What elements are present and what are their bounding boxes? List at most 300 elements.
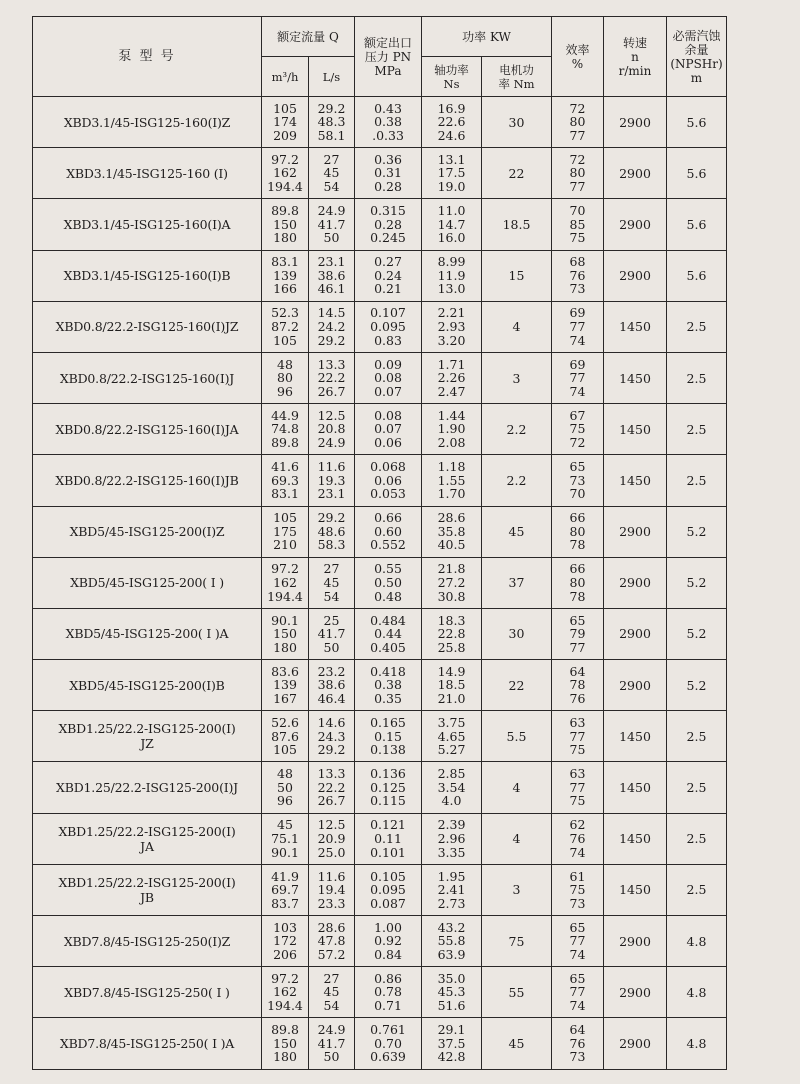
flow-m3h-value: 41.9 (271, 868, 299, 884)
pump-model (33, 711, 262, 762)
efficiency-value: 77 (569, 728, 586, 744)
flow-m3h (262, 660, 309, 711)
flow-ls-value: 23.1 (317, 254, 346, 270)
outlet-pressure-value: 0.121 (370, 817, 406, 833)
table-body (33, 97, 787, 1070)
pump-model-line: XBD3.1/45-ISG125-160(I)B (63, 268, 231, 284)
shaft-power-value: 28.6 (437, 510, 466, 526)
efficiency-value: 75 (569, 793, 586, 809)
efficiency-value: 75 (569, 882, 586, 898)
flow-m3h (262, 916, 309, 967)
speed: 2900 (604, 967, 667, 1018)
efficiency-value: 85 (569, 216, 586, 232)
outlet-pressure-value: 0.71 (374, 998, 402, 1014)
pump-model (33, 813, 262, 864)
outlet-pressure-value: 0.21 (374, 281, 402, 297)
flow-ls-value: 23.3 (317, 895, 346, 911)
flow-ls-value: 20.9 (317, 830, 346, 846)
efficiency-value: 73 (569, 472, 586, 488)
flow-m3h (262, 813, 309, 864)
outlet-pressure-value: 0.101 (370, 844, 406, 860)
shaft-power-value: 17.5 (437, 165, 466, 181)
motor-power: 5.5 (482, 711, 552, 762)
efficiency-value: 69 (569, 356, 586, 372)
flow-m3h-value: 83.1 (271, 254, 299, 270)
outlet-pressure-value: 0.06 (374, 435, 402, 451)
npshr: 4.8 (667, 1018, 727, 1069)
efficiency (552, 1018, 604, 1069)
shaft-power-value: 2.85 (437, 766, 466, 782)
flow-m3h (262, 967, 309, 1018)
flow-ls-value: 48.3 (317, 114, 346, 130)
shaft-power-value: 35.8 (437, 523, 466, 539)
efficiency-value: 76 (569, 1035, 586, 1051)
shaft-power-value: 3.35 (437, 844, 466, 860)
outlet-pressure (355, 455, 422, 506)
shaft-power (422, 199, 482, 250)
outlet-pressure-value: 0.83 (374, 332, 402, 348)
outlet-pressure-value: 0.44 (374, 626, 402, 642)
outlet-pressure (355, 1018, 422, 1069)
pump-model-line: XBD5/45-ISG125-200(I)B (69, 677, 225, 693)
efficiency-value: 74 (569, 383, 586, 399)
shaft-power-value: 3.54 (437, 779, 466, 795)
outlet-pressure-value: .0.33 (372, 127, 404, 143)
shaft-power-value: 11.0 (437, 203, 466, 219)
shaft-power-value: 8.99 (437, 254, 466, 270)
outlet-pressure-value: 1.00 (374, 919, 402, 935)
flow-ls-value: 57.2 (317, 946, 346, 962)
outlet-pressure-value: 0.84 (374, 946, 402, 962)
flow-ls-value: 19.4 (317, 882, 346, 898)
flow-m3h-value: 139 (273, 267, 297, 283)
header-row-top (33, 17, 787, 57)
efficiency-value: 70 (569, 203, 586, 219)
efficiency-value: 77 (569, 179, 586, 195)
efficiency-value: 78 (569, 588, 586, 604)
npshr: 2.5 (667, 404, 727, 455)
efficiency (552, 404, 604, 455)
efficiency (552, 250, 604, 301)
flow-m3h-value: 89.8 (271, 203, 299, 219)
pump-model-line: JZ (140, 736, 154, 752)
flow-ls-value: 50 (323, 1049, 340, 1065)
table-row (33, 660, 787, 711)
flow-ls (309, 404, 355, 455)
flow-ls-value: 12.5 (317, 407, 346, 423)
efficiency-value: 73 (569, 1049, 586, 1065)
shaft-power-value: 3.75 (437, 714, 466, 730)
flow-m3h-value: 150 (273, 1035, 297, 1051)
shaft-power-value: 4.65 (437, 728, 466, 744)
outlet-pressure-value: 0.50 (374, 574, 402, 590)
efficiency-value: 65 (569, 459, 586, 475)
motor-power: 4 (482, 301, 552, 352)
npshr: 5.6 (667, 97, 727, 148)
efficiency (552, 148, 604, 199)
shaft-power (422, 301, 482, 352)
shaft-power-value: 5.27 (437, 742, 466, 758)
efficiency-value: 64 (569, 663, 586, 679)
shaft-power-value: 21.8 (437, 561, 466, 577)
flow-ls-value: 38.6 (317, 267, 346, 283)
flow-m3h-value: 162 (273, 574, 297, 590)
outlet-pressure-value: 0.66 (374, 510, 402, 526)
flow-m3h-value: 150 (273, 626, 297, 642)
flow-m3h-value: 105 (273, 100, 297, 116)
flow-ls-value: 41.7 (317, 216, 346, 232)
shaft-power-value: 27.2 (437, 574, 466, 590)
outlet-pressure-value: 0.24 (374, 267, 402, 283)
outlet-pressure-value: 0.07 (374, 421, 402, 437)
pump-model (33, 762, 262, 813)
flow-m3h-value: 69.7 (271, 882, 299, 898)
outlet-pressure (355, 608, 422, 659)
efficiency (552, 660, 604, 711)
flow-m3h-value: 89.8 (271, 435, 299, 451)
efficiency-value: 75 (569, 421, 586, 437)
npshr: 5.6 (667, 250, 727, 301)
header-efficiency: 效率 % (552, 17, 604, 97)
flow-m3h-value: 180 (273, 639, 297, 655)
flow-ls (309, 301, 355, 352)
npshr: 5.2 (667, 506, 727, 557)
outlet-pressure-value: 0.11 (374, 830, 402, 846)
outlet-pressure-value: 0.105 (370, 868, 406, 884)
shaft-power (422, 506, 482, 557)
flow-ls-value: 19.3 (317, 472, 346, 488)
efficiency-value: 73 (569, 895, 586, 911)
flow-ls-value: 23.2 (317, 663, 346, 679)
efficiency-value: 72 (569, 100, 586, 116)
outlet-pressure-value: 0.107 (370, 305, 406, 321)
flow-ls (309, 608, 355, 659)
flow-ls (309, 762, 355, 813)
shaft-power-value: 40.5 (437, 537, 466, 553)
efficiency-value: 76 (569, 830, 586, 846)
outlet-pressure-value: 0.15 (374, 728, 402, 744)
outlet-pressure (355, 199, 422, 250)
shaft-power-value: 42.8 (437, 1049, 466, 1065)
flow-m3h-value: 97.2 (271, 151, 299, 167)
outlet-pressure-value: 0.38 (374, 114, 402, 130)
header-flow-m3h: m³/h (262, 57, 309, 97)
outlet-pressure-value: 0.43 (374, 100, 402, 116)
flow-ls-value: 27 (323, 151, 340, 167)
speed: 2900 (604, 506, 667, 557)
motor-power: 3 (482, 352, 552, 403)
speed: 2900 (604, 557, 667, 608)
outlet-pressure (355, 916, 422, 967)
header-motor-power: 电机功 率 Nm (482, 57, 552, 97)
outlet-pressure (355, 762, 422, 813)
flow-m3h-value: 41.6 (271, 459, 299, 475)
shaft-power-value: 55.8 (437, 933, 466, 949)
flow-m3h-value: 75.1 (271, 830, 299, 846)
outlet-pressure (355, 506, 422, 557)
npshr: 5.2 (667, 660, 727, 711)
efficiency-value: 80 (569, 523, 586, 539)
efficiency-value: 63 (569, 714, 586, 730)
pump-model (33, 608, 262, 659)
pump-model-line: XBD3.1/45-ISG125-160(I)A (63, 216, 231, 232)
outlet-pressure-value: 0.86 (374, 970, 402, 986)
efficiency-value: 78 (569, 677, 586, 693)
shaft-power-value: 1.55 (437, 472, 466, 488)
speed: 2900 (604, 97, 667, 148)
flow-ls-value: 29.2 (317, 332, 346, 348)
efficiency (552, 813, 604, 864)
efficiency-value: 77 (569, 127, 586, 143)
flow-ls (309, 660, 355, 711)
shaft-power-value: 37.5 (437, 1035, 466, 1051)
pump-model (33, 660, 262, 711)
flow-m3h-value: 87.6 (271, 728, 299, 744)
npshr: 2.5 (667, 711, 727, 762)
efficiency (552, 301, 604, 352)
efficiency-value: 76 (569, 267, 586, 283)
outlet-pressure-value: 0.068 (370, 459, 406, 475)
outlet-pressure-value: 0.087 (370, 895, 406, 911)
table-row (33, 711, 787, 762)
efficiency-value: 73 (569, 281, 586, 297)
outlet-pressure-value: 0.08 (374, 407, 402, 423)
shaft-power-value: 25.8 (437, 639, 466, 655)
flow-ls-value: 58.1 (317, 127, 346, 143)
efficiency-value: 68 (569, 254, 586, 270)
shaft-power-value: 2.39 (437, 817, 466, 833)
flow-m3h-value: 105 (273, 510, 297, 526)
outlet-pressure-value: 0.761 (370, 1022, 406, 1038)
efficiency-value: 80 (569, 574, 586, 590)
outlet-pressure (355, 301, 422, 352)
efficiency (552, 199, 604, 250)
shaft-power (422, 455, 482, 506)
flow-ls (309, 557, 355, 608)
shaft-power (422, 608, 482, 659)
motor-power: 4 (482, 762, 552, 813)
outlet-pressure-value: 0.28 (374, 179, 402, 195)
flow-ls-value: 22.2 (317, 779, 346, 795)
flow-ls-value: 58.3 (317, 537, 346, 553)
flow-ls-value: 50 (323, 230, 340, 246)
npshr: 5.2 (667, 608, 727, 659)
shaft-power-value: 24.6 (437, 127, 466, 143)
shaft-power-value: 1.44 (437, 407, 466, 423)
outlet-pressure (355, 250, 422, 301)
table-row (33, 608, 787, 659)
npshr: 5.6 (667, 199, 727, 250)
speed: 2900 (604, 1018, 667, 1069)
outlet-pressure (355, 557, 422, 608)
flow-m3h-value: 50 (277, 779, 293, 795)
flow-m3h-value: 89.8 (271, 1022, 299, 1038)
shaft-power-value: 16.0 (437, 230, 466, 246)
shaft-power-value: 13.0 (437, 281, 466, 297)
shaft-power-value: 45.3 (437, 984, 466, 1000)
flow-ls-value: 48.6 (317, 523, 346, 539)
flow-ls-value: 27 (323, 970, 340, 986)
outlet-pressure-value: 0.125 (370, 779, 406, 795)
shaft-power-value: 1.90 (437, 421, 466, 437)
flow-ls (309, 506, 355, 557)
shaft-power (422, 352, 482, 403)
efficiency (552, 711, 604, 762)
flow-m3h-value: 139 (273, 677, 297, 693)
speed: 1450 (604, 301, 667, 352)
flow-ls (309, 455, 355, 506)
flow-m3h-value: 90.1 (271, 844, 299, 860)
efficiency-value: 63 (569, 766, 586, 782)
pump-model-line: XBD3.1/45-ISG125-160 (I) (66, 165, 228, 181)
efficiency (552, 916, 604, 967)
pump-model (33, 1018, 262, 1069)
flow-ls (309, 148, 355, 199)
shaft-power-value: 19.0 (437, 179, 466, 195)
motor-power: 75 (482, 916, 552, 967)
speed: 2900 (604, 916, 667, 967)
flow-m3h-value: 209 (273, 127, 297, 143)
shaft-power-value: 2.93 (437, 319, 466, 335)
outlet-pressure (355, 864, 422, 915)
shaft-power-value: 14.7 (437, 216, 466, 232)
outlet-pressure-value: 0.484 (370, 612, 406, 628)
table-row (33, 864, 787, 915)
efficiency-value: 74 (569, 844, 586, 860)
efficiency-value: 80 (569, 114, 586, 130)
flow-m3h-value: 80 (277, 370, 293, 386)
outlet-pressure (355, 148, 422, 199)
efficiency-value: 64 (569, 1022, 586, 1038)
shaft-power (422, 967, 482, 1018)
flow-ls-value: 45 (323, 574, 340, 590)
outlet-pressure (355, 97, 422, 148)
table-row (33, 455, 787, 506)
flow-ls-value: 14.6 (317, 714, 346, 730)
flow-m3h (262, 148, 309, 199)
shaft-power (422, 250, 482, 301)
table-row (33, 506, 787, 557)
flow-ls-value: 25 (323, 612, 340, 628)
flow-m3h-value: 105 (273, 742, 297, 758)
flow-m3h (262, 608, 309, 659)
npshr: 2.5 (667, 352, 727, 403)
flow-ls-value: 41.7 (317, 626, 346, 642)
flow-ls-value: 47.8 (317, 933, 346, 949)
pump-model (33, 455, 262, 506)
pump-model (33, 352, 262, 403)
outlet-pressure-value: 0.138 (370, 742, 406, 758)
motor-power: 15 (482, 250, 552, 301)
flow-ls (309, 352, 355, 403)
efficiency (552, 352, 604, 403)
outlet-pressure-value: 0.60 (374, 523, 402, 539)
flow-m3h-value: 210 (273, 537, 297, 553)
flow-m3h (262, 199, 309, 250)
speed: 1450 (604, 813, 667, 864)
outlet-pressure (355, 967, 422, 1018)
shaft-power-value: 35.0 (437, 970, 466, 986)
pump-model-line: XBD3.1/45-ISG125-160(I)Z (63, 114, 231, 130)
efficiency-value: 65 (569, 612, 586, 628)
flow-m3h (262, 250, 309, 301)
speed: 2900 (604, 199, 667, 250)
pump-model-line: JB (140, 889, 154, 905)
shaft-power-value: 2.26 (437, 370, 466, 386)
shaft-power-value: 1.95 (437, 868, 466, 884)
outlet-pressure (355, 711, 422, 762)
flow-ls-value: 25.0 (317, 844, 346, 860)
table-row (33, 762, 787, 813)
flow-m3h-value: 52.6 (271, 714, 299, 730)
shaft-power-value: 2.47 (437, 383, 466, 399)
motor-power: 30 (482, 97, 552, 148)
pump-model-line: XBD7.8/45-ISG125-250(I)Z (63, 933, 231, 949)
pump-model-line: XBD0.8/22.2-ISG125-160(I)JB (55, 472, 239, 488)
flow-m3h-value: 105 (273, 332, 297, 348)
shaft-power-value: 22.8 (437, 626, 466, 642)
outlet-pressure-value: 0.136 (370, 766, 406, 782)
efficiency-value: 77 (569, 639, 586, 655)
efficiency-value: 66 (569, 510, 586, 526)
pump-model-line: XBD0.8/22.2-ISG125-160(I)JA (55, 421, 239, 437)
flow-ls (309, 813, 355, 864)
efficiency-value: 65 (569, 919, 586, 935)
efficiency-value: 77 (569, 984, 586, 1000)
flow-m3h-value: 162 (273, 984, 297, 1000)
flow-ls-value: 45 (323, 984, 340, 1000)
motor-power: 22 (482, 660, 552, 711)
flow-ls-value: 24.3 (317, 728, 346, 744)
flow-m3h-value: 166 (273, 281, 297, 297)
shaft-power (422, 557, 482, 608)
outlet-pressure-value: 0.31 (374, 165, 402, 181)
outlet-pressure-value: 0.552 (370, 537, 406, 553)
outlet-pressure-value: 0.78 (374, 984, 402, 1000)
efficiency-value: 77 (569, 319, 586, 335)
shaft-power-value: 13.1 (437, 151, 466, 167)
table-row (33, 404, 787, 455)
shaft-power-value: 14.9 (437, 663, 466, 679)
outlet-pressure-value: 0.245 (370, 230, 406, 246)
efficiency-value: 72 (569, 435, 586, 451)
flow-ls-value: 50 (323, 639, 340, 655)
speed: 1450 (604, 455, 667, 506)
speed: 1450 (604, 762, 667, 813)
flow-m3h-value: 45 (277, 817, 293, 833)
efficiency-value: 76 (569, 690, 586, 706)
flow-m3h-value: 167 (273, 690, 297, 706)
pump-model (33, 916, 262, 967)
flow-m3h-value: 97.2 (271, 970, 299, 986)
efficiency-value: 75 (569, 230, 586, 246)
flow-m3h-value: 206 (273, 946, 297, 962)
flow-m3h-value: 162 (273, 165, 297, 181)
flow-ls-value: 54 (323, 998, 340, 1014)
flow-m3h (262, 864, 309, 915)
outlet-pressure-value: 0.165 (370, 714, 406, 730)
flow-m3h-value: 96 (277, 793, 293, 809)
pump-model (33, 864, 262, 915)
flow-ls (309, 97, 355, 148)
outlet-pressure-value: 0.053 (370, 486, 406, 502)
pump-model (33, 301, 262, 352)
flow-ls-value: 24.9 (317, 435, 346, 451)
pump-model-line: XBD0.8/22.2-ISG125-160(I)J (59, 370, 235, 386)
pump-model-line: XBD1.25/22.2-ISG125-200(I) (58, 823, 236, 839)
shaft-power (422, 916, 482, 967)
header-npsh: 必需汽蚀 余量 (NPSHr) m (667, 17, 727, 97)
